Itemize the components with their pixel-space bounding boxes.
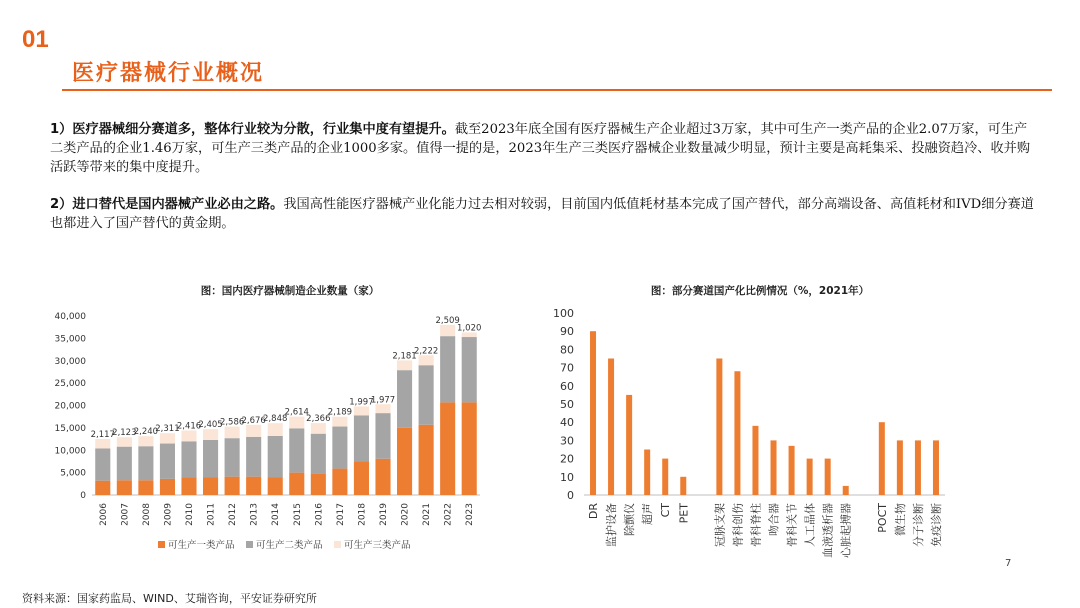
chart2-bar (843, 486, 849, 495)
chart1-legend-swatch (246, 541, 253, 548)
chart2-x-tick: 分子诊断 (911, 503, 925, 547)
chart1-bar-2 (462, 337, 477, 402)
chart1-bar-3 (354, 406, 369, 415)
chart1-bar-1 (462, 402, 477, 495)
chart2-y-tick: 50 (560, 398, 574, 411)
chart2-bar (825, 459, 831, 495)
chart2-x-tick: 冠脉支架 (713, 503, 727, 547)
chart2-y-tick: 0 (567, 489, 574, 502)
section-number: 01 (22, 26, 49, 53)
chart2-x-tick: DR (587, 503, 601, 520)
section-title: 医疗器械行业概况 (72, 60, 265, 86)
chart1-data-label: 1,997 (349, 397, 374, 408)
chart1-data-label: 2,416 (176, 421, 202, 432)
chart1-bar-2 (375, 413, 390, 459)
chart1-data-label: 2,366 (306, 414, 331, 425)
paragraph-1-lead: 1）医疗器械细分赛道多，整体行业较为分散，行业集中度有望提升。 (50, 122, 455, 137)
chart1-bar-1 (246, 477, 261, 495)
chart1-bar-2 (181, 441, 196, 477)
chart2-x-tick: 心脏起搏器 (839, 503, 853, 558)
chart1-bar-2 (138, 446, 153, 480)
chart1-bar-2 (397, 370, 412, 428)
chart2-bar (752, 426, 758, 495)
chart1-x-tick: 2015 (292, 503, 303, 526)
chart1-data-label: 2,117 (90, 429, 115, 440)
paragraph-2-lead: 2）进口替代是国内器械产业必由之路。 (50, 197, 284, 212)
chart1-x-tick: 2020 (400, 503, 411, 526)
chart1-x-tick: 2008 (141, 503, 152, 526)
chart1-bar-1 (181, 478, 196, 495)
chart1-bar-1 (117, 480, 132, 495)
chart2-x-tick: CT (659, 503, 673, 518)
source-note: 资料来源：国家药监局、WIND、艾瑞咨询，平安证券研究所 (22, 592, 317, 605)
chart2-bar (915, 440, 921, 495)
chart1-bar-2 (246, 437, 261, 477)
chart1-bar-2 (95, 448, 110, 480)
chart1-bar-3 (246, 425, 261, 437)
chart1-bar-2 (332, 427, 347, 469)
chart1-data-label: 2,222 (413, 346, 439, 357)
chart1-y-tick: 40,000 (54, 312, 86, 322)
chart2-bar (879, 422, 885, 495)
chart1-bar-1 (311, 474, 326, 495)
chart1-x-tick: 2011 (206, 503, 217, 526)
chart1-x-tick: 2018 (357, 503, 368, 526)
chart1-legend-label: 可生产二类产品 (256, 540, 323, 551)
chart2-y-tick: 80 (560, 343, 574, 357)
chart2-x-tick: 监护设备 (605, 503, 619, 547)
chart2-x-tick: 吻合器 (767, 503, 781, 536)
chart1-legend-label: 可生产三类产品 (344, 540, 411, 551)
chart2-bar (716, 359, 722, 496)
chart1-x-tick: 2023 (465, 503, 476, 526)
chart1-x-tick: 2017 (335, 503, 346, 526)
chart1-legend-label: 可生产一类产品 (168, 540, 235, 551)
chart1-bar-1 (289, 473, 304, 495)
chart1-bar-2 (117, 447, 132, 481)
chart2-bar (789, 446, 795, 495)
chart1-x-tick: 2010 (185, 503, 195, 526)
chart2-x-tick: 血液透析器 (821, 503, 835, 558)
chart1-bar-2 (203, 440, 218, 477)
chart1-bar-3 (332, 417, 347, 427)
chart2-bar (644, 450, 650, 496)
chart1-bar-1 (419, 425, 434, 495)
chart2-y-tick: 40 (560, 416, 574, 430)
chart1-bar-1 (203, 477, 218, 495)
chart1-bar-3 (117, 437, 132, 447)
chart1-legend-swatch (334, 541, 341, 548)
chart1-bar-2 (268, 436, 283, 477)
chart1-data-label: 2,509 (435, 315, 460, 326)
chart1-y-tick: 10,000 (54, 446, 86, 457)
chart1-bar-1 (332, 469, 347, 495)
chart1-x-tick: 2007 (120, 503, 131, 526)
chart2-y-tick: 10 (560, 470, 574, 484)
chart2-bar (680, 477, 686, 495)
chart1-bar-3 (440, 325, 455, 336)
chart2-bar (897, 440, 903, 495)
chart1-y-tick: 5,000 (60, 468, 86, 479)
chart1-bar-3 (311, 423, 326, 434)
chart2-x-tick: POCT (875, 503, 889, 533)
chart1-bar-3 (95, 439, 110, 448)
chart2-bar (608, 359, 614, 496)
chart1-bar-1 (160, 479, 175, 495)
chart2-x-tick: 人工晶体 (803, 503, 817, 547)
paragraph-1-text: 截至2023年底全国有医疗器械生产企业超过3万家，其中可生产一类产品的企业2.07万家，可生产二类产品的企业1.46万家，可生产三类产品的企业1000多家。值得一提的是，2023年生产三类医疗器械企业数量减少明显，预计主要是高耗集采、投融资趋冷、收并购活跃等带来的集中度提升。 (50, 122, 1031, 175)
chart2-title: 图：部分赛道国产化比例情况（%，2021年） (650, 285, 870, 297)
chart1-data-label: 1,977 (370, 395, 396, 406)
chart1-x-tick: 2014 (271, 503, 282, 526)
chart1-bar-3 (397, 360, 412, 370)
chart1-x-tick: 2012 (228, 503, 239, 526)
chart1-bar-3 (181, 430, 196, 441)
chart1-bar-1 (375, 459, 390, 495)
chart1-bar-1 (440, 402, 455, 495)
chart1-bar-2 (311, 434, 326, 474)
chart1-bar-1 (225, 477, 240, 495)
chart2-y-tick: 70 (560, 361, 574, 375)
page-number: 7 (1005, 558, 1012, 569)
chart2-y-tick: 60 (560, 379, 574, 393)
chart2-x-tick: 微生物 (893, 503, 907, 536)
chart1-bar-1 (397, 428, 412, 495)
chart1-x-tick: 2016 (314, 503, 325, 526)
chart1-y-tick: 0 (80, 491, 86, 501)
chart1-data-label: 1,020 (457, 323, 482, 334)
chart1-x-tick: 2019 (379, 503, 389, 526)
chart1-data-label: 2,405 (198, 420, 223, 431)
chart2-y-tick: 100 (553, 307, 574, 320)
chart1-x-tick: 2006 (98, 503, 109, 526)
chart2-bar (590, 331, 596, 495)
chart1-bar-1 (95, 481, 110, 495)
paragraph-2-text: 我国高性能医疗器械产业化能力过去相对较弱，目前国内低值耗材基本完成了国产替代，部分高端设备、高值耗材和IVD细分赛道也都进入了国产替代的黄金期。 (50, 197, 1034, 231)
chart1-y-tick: 15,000 (54, 423, 86, 434)
chart1-y-tick: 30,000 (54, 356, 86, 367)
chart1-x-tick: 2022 (443, 503, 454, 526)
chart1-data-label: 2,181 (392, 351, 417, 362)
chart1-bar-3 (203, 429, 218, 440)
chart1-data-label: 2,676 (241, 415, 266, 426)
chart1-x-tick: 2013 (249, 503, 260, 526)
chart2-bar (626, 395, 632, 495)
chart2-bar (807, 459, 813, 495)
chart1-data-label: 2,848 (263, 414, 288, 425)
chart1-bar-3 (268, 423, 283, 436)
chart1-bar-3 (225, 427, 240, 439)
chart2-bar (771, 440, 777, 495)
chart1-y-tick: 35,000 (54, 334, 86, 345)
chart1-bar-2 (440, 336, 455, 402)
chart2-y-tick: 20 (560, 452, 574, 466)
chart1-bar-3 (375, 404, 390, 413)
chart2-x-tick: 骨科关节 (785, 503, 799, 547)
chart1-x-tick: 2009 (163, 503, 174, 526)
chart1-data-label: 2,614 (284, 407, 309, 418)
chart2-y-tick: 30 (560, 434, 574, 448)
chart1-bar-1 (138, 480, 153, 495)
chart1-x-tick: 2021 (422, 503, 433, 526)
chart1-legend-swatch (158, 541, 165, 548)
chart1-data-label: 2,311 (155, 424, 180, 435)
chart2-x-tick: 骨科脊柱 (749, 503, 763, 547)
chart2-x-tick: PET (677, 503, 691, 524)
chart1-data-label: 2,189 (327, 407, 353, 418)
chart1-bar-2 (225, 438, 240, 476)
chart2-x-tick: 超声 (641, 503, 655, 525)
chart1-data-label: 2,123 (112, 428, 137, 439)
chart1-data-label: 2,586 (219, 417, 245, 428)
chart1-data-label: 2,240 (133, 427, 159, 438)
chart1-y-tick: 25,000 (54, 379, 86, 390)
chart1-bar-2 (419, 365, 434, 425)
chart1-bar-3 (419, 355, 434, 365)
chart2-y-tick: 90 (560, 325, 574, 339)
chart1-bar-2 (354, 415, 369, 461)
chart1-bar-2 (289, 428, 304, 472)
chart1-bar-1 (268, 477, 283, 495)
chart2-x-tick: 骨科创伤 (731, 503, 745, 547)
chart1-bar-3 (138, 436, 153, 446)
chart1-bar-3 (160, 433, 175, 443)
chart1-y-tick: 20,000 (54, 401, 86, 412)
chart2-x-tick: 除颤仪 (623, 503, 637, 536)
chart1-title: 图：国内医疗器械制造企业数量（家） (200, 285, 380, 297)
chart1-bar-2 (160, 444, 175, 479)
chart2-x-tick: 免疫诊断 (929, 503, 943, 547)
chart2-bar (662, 459, 668, 495)
chart2-bar (933, 440, 939, 495)
chart1-bar-1 (354, 461, 369, 495)
chart1-bar-3 (289, 417, 304, 429)
chart2-bar (734, 371, 740, 495)
